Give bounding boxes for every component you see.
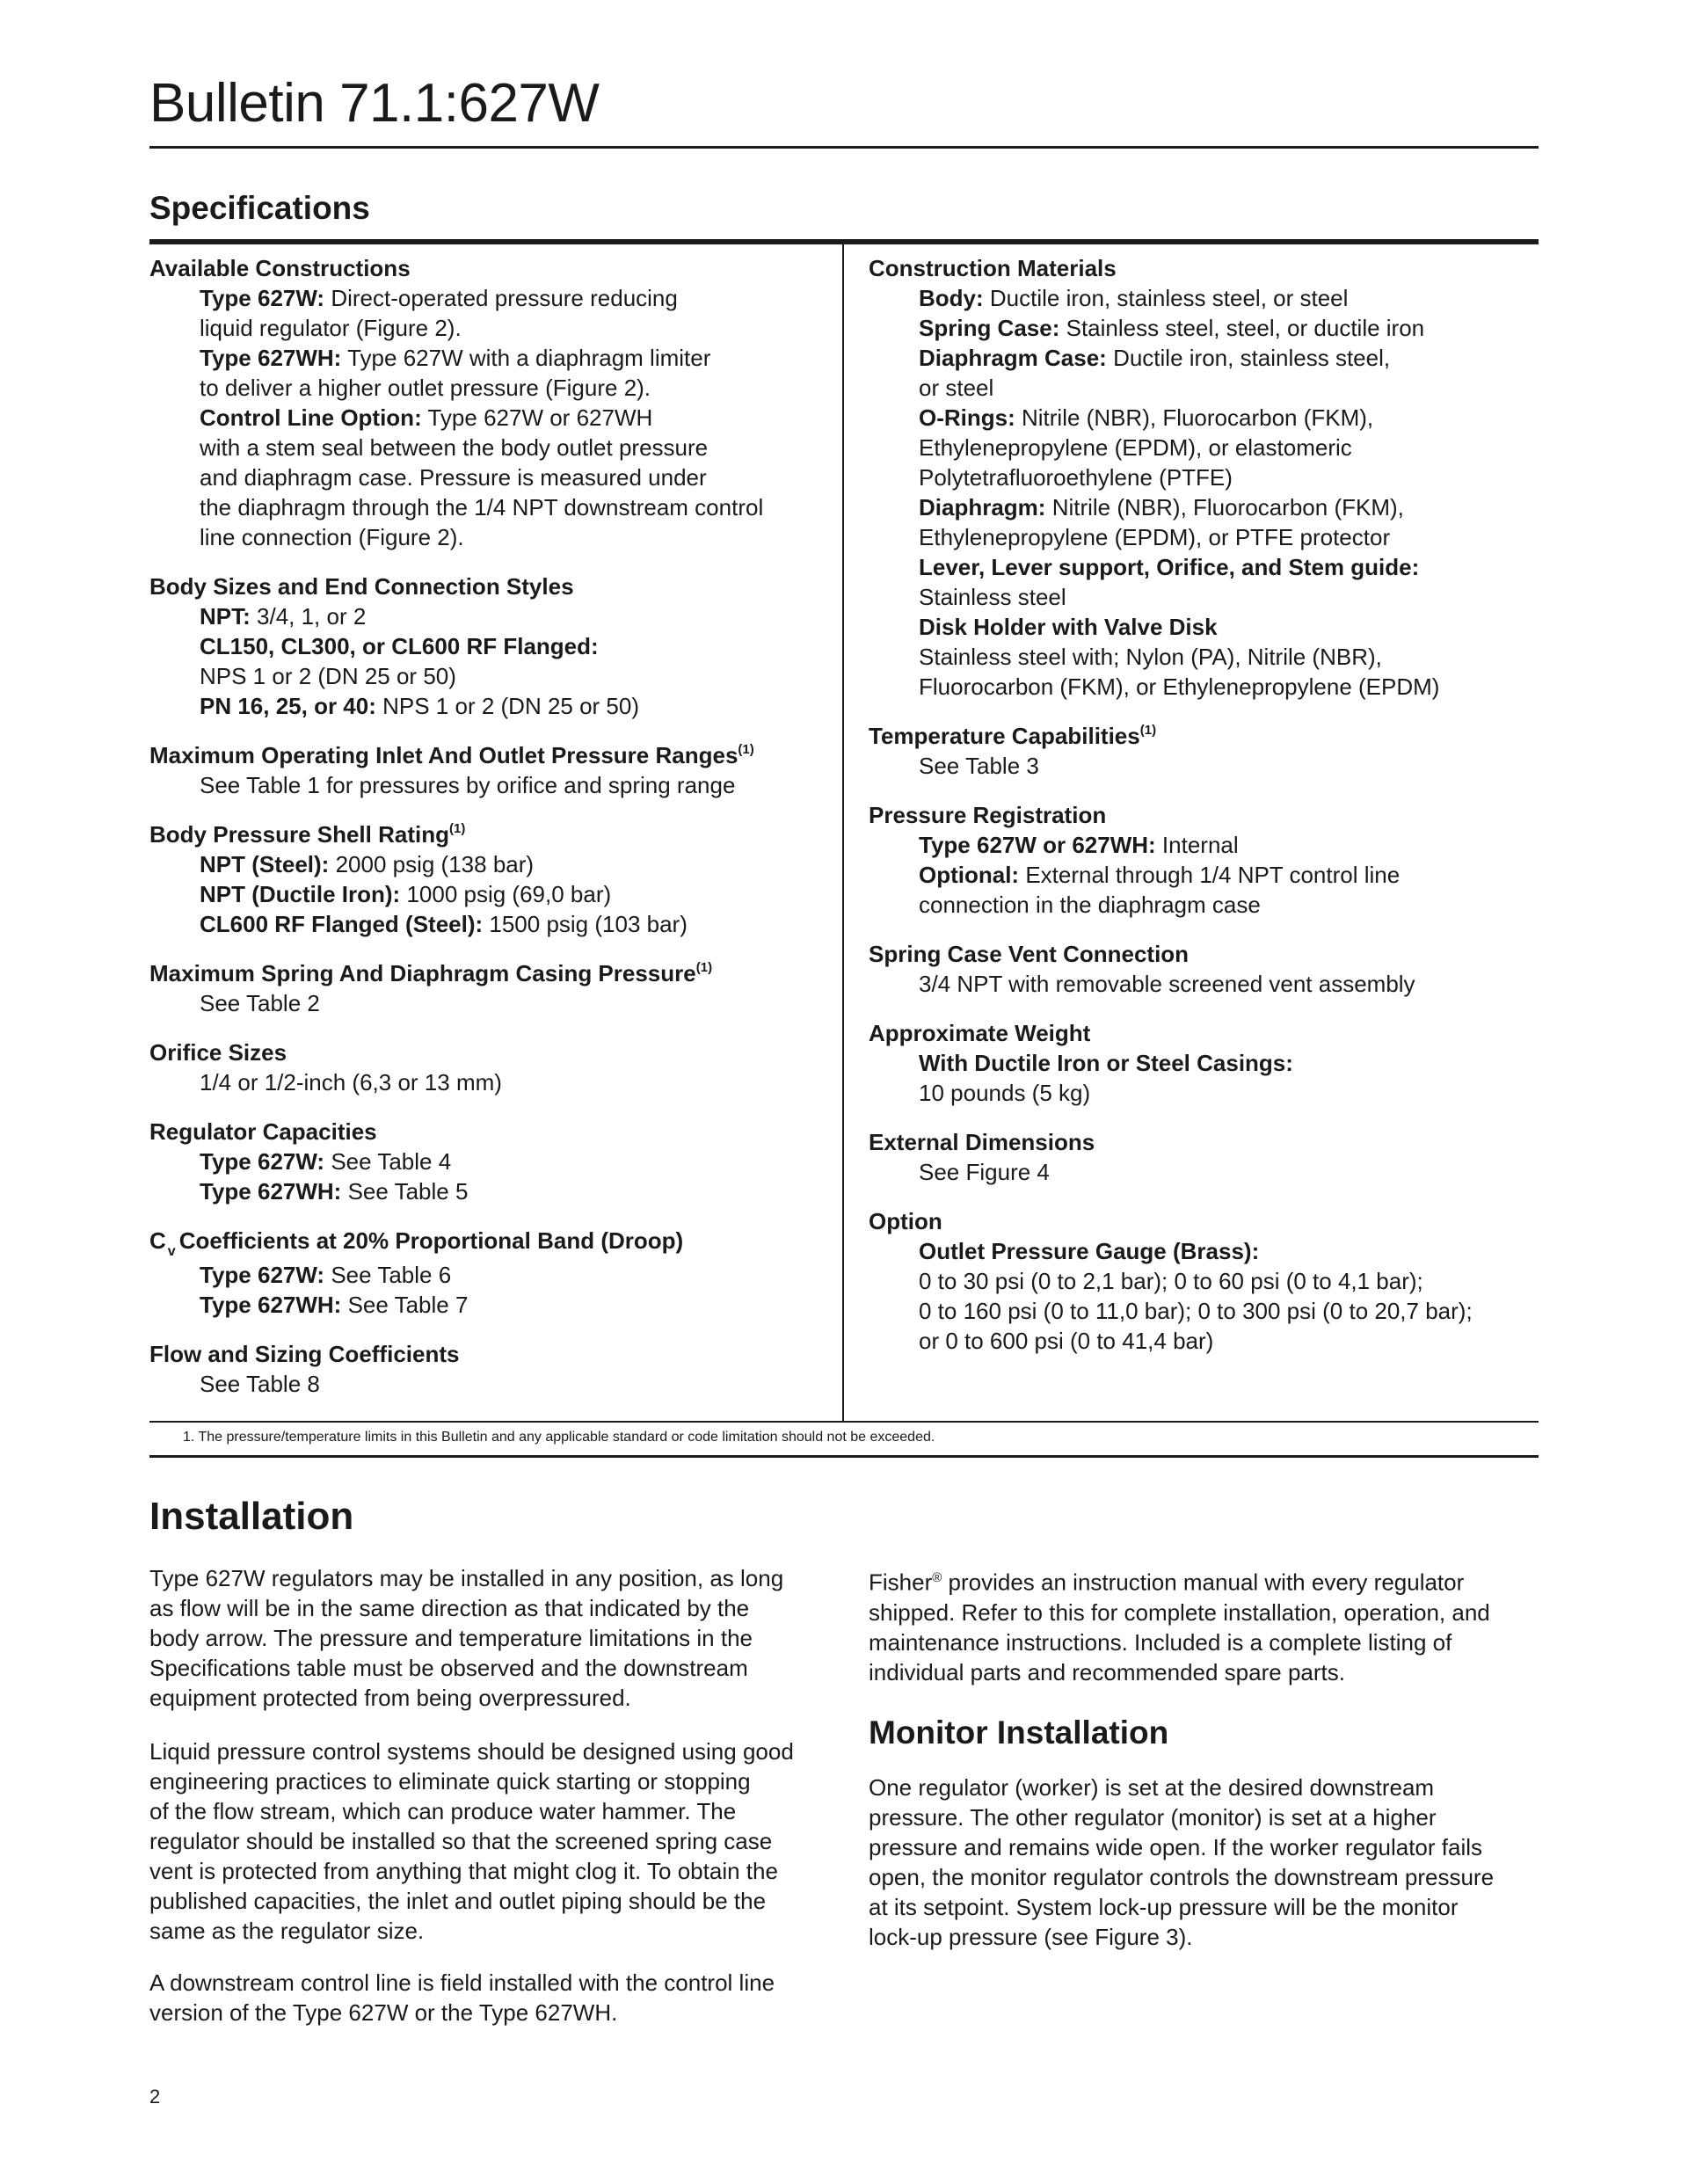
spec-section-title-text: Available Constructions <box>149 255 411 281</box>
footnote-rule-top <box>149 1421 1539 1423</box>
spec-line-label: Outlet Pressure Gauge (Brass): <box>919 1238 1260 1264</box>
spec-line-value: Nitrile (NBR), Fluorocarbon (FKM), <box>1045 494 1404 521</box>
spec-section-title-text: Approximate Weight <box>869 1020 1091 1046</box>
spec-section-title <box>869 1018 1537 1048</box>
spec-line-value: See Table 3 <box>919 753 1039 779</box>
spec-line-value: Ductile iron, stainless steel, <box>1106 345 1391 371</box>
spec-line <box>149 631 826 661</box>
spec-section <box>869 800 1537 920</box>
spec-line-value: connection in the diaphragm case <box>919 892 1261 918</box>
spec-line-value: or steel <box>919 375 994 401</box>
spec-line-label: O-Rings: <box>919 404 1015 431</box>
spec-line-value: or 0 to 600 psi (0 to 41,4 bar) <box>919 1328 1214 1354</box>
spec-line-label: Type 627W or 627WH: <box>919 832 1156 858</box>
spec-line-label: Lever, Lever support, Orifice, and Stem guide: <box>919 554 1420 580</box>
spec-line-value: See Table 1 for pressures by orifice and spring range <box>200 772 736 798</box>
bulletin-title: Bulletin 71.1:627W <box>149 73 600 134</box>
spec-line-value: 3/4, 1, or 2 <box>250 603 367 630</box>
paragraph-line: shipped. Refer to this for complete installation, operation, and <box>869 1598 1490 1626</box>
spec-line-value: 1000 psig (69,0 bar) <box>400 881 612 907</box>
spec-line-label: PN 16, 25, or 40: <box>200 693 376 719</box>
spec-line <box>869 552 1537 582</box>
paragraph-line: vent is protected from anything that might clog it. To obtain the <box>149 1858 778 1884</box>
brand-name: Fisher <box>869 1569 933 1596</box>
spec-line <box>869 969 1537 999</box>
paragraph-line: of the flow stream, which can produce water hammer. The <box>149 1798 737 1824</box>
spec-line-label: Type 627WH: <box>200 1178 342 1205</box>
paragraph-line: Liquid pressure control systems should be designed using good <box>149 1738 794 1765</box>
paragraph-line: maintenance instructions. Included is a complete listing of <box>869 1628 1452 1656</box>
paragraph-line: pressure and remains wide open. If the worker regulator fails <box>869 1834 1483 1860</box>
spec-line <box>149 879 826 909</box>
paragraph-line: individual parts and recommended spare parts. <box>869 1658 1345 1685</box>
spec-section-title <box>149 740 826 770</box>
spec-line-value: See Table 7 <box>341 1292 469 1318</box>
spec-section <box>149 1226 826 1320</box>
paragraph-line: equipment protected from being overpressured. <box>149 1685 631 1711</box>
spec-line <box>149 691 826 721</box>
spec-section <box>149 958 826 1018</box>
spec-section <box>869 1206 1537 1356</box>
paragraph-line: published capacities, the inlet and outlet piping should be the <box>149 1888 767 1914</box>
spec-line <box>869 313 1537 343</box>
spec-line <box>149 492 826 522</box>
spec-section <box>149 1037 826 1097</box>
spec-line-label: NPT (Ductile Iron): <box>200 881 401 907</box>
spec-line <box>149 849 826 879</box>
cv-subscript: v <box>167 1244 176 1259</box>
manual-paragraph-first-line-text: provides an instruction manual with every regulator <box>942 1569 1465 1596</box>
spec-section <box>869 253 1537 702</box>
monitor-installation-paragraph <box>869 1773 1494 1952</box>
spec-line-value: to deliver a higher outlet pressure (Figure 2). <box>200 375 651 401</box>
spec-line-label: NPT: <box>200 603 251 630</box>
spec-line-label: Optional: <box>919 862 1020 888</box>
paragraph-line: A downstream control line is field installed with the control line <box>149 1969 775 1996</box>
paragraph-line: engineering practices to eliminate quick starting or stopping <box>149 1768 751 1795</box>
spec-line-label: Type 627WH: <box>200 345 342 371</box>
spec-line <box>869 462 1537 492</box>
paragraph-line: at its setpoint. System lock-up pressure will be the monitor <box>869 1894 1459 1920</box>
spec-section-title-text: Regulator Capacities <box>149 1118 377 1145</box>
spec-line-value: See Table 8 <box>200 1371 320 1397</box>
paragraph-line: Type 627W regulators may be installed in any position, as long <box>149 1565 784 1591</box>
spec-line-value: External through 1/4 NPT control line <box>1019 862 1401 888</box>
spec-section-title <box>869 939 1537 969</box>
spec-line <box>869 642 1537 672</box>
spec-line-label: Body: <box>919 285 984 311</box>
spec-section-title <box>869 1206 1537 1236</box>
spec-line <box>869 890 1537 920</box>
spec-section-title-text: Body Pressure Shell Rating <box>149 821 449 848</box>
spec-line-value: Type 627W or 627WH <box>421 404 653 431</box>
spec-section-title <box>149 571 826 601</box>
spec-line-label: With Ductile Iron or Steel Casings: <box>919 1050 1293 1076</box>
spec-section-title <box>869 800 1537 830</box>
spec-section-title-text: Spring Case Vent Connection <box>869 941 1190 967</box>
spec-line-value: Fluorocarbon (FKM), or Ethylenepropylene (EPDM) <box>919 673 1440 700</box>
spec-line <box>869 343 1537 373</box>
footnote-rule-bottom <box>149 1455 1539 1458</box>
footnote-ref: (1) <box>1139 723 1157 738</box>
spec-line-value: Nitrile (NBR), Fluorocarbon (FKM), <box>1015 404 1374 431</box>
specifications-right-column <box>869 253 1537 1375</box>
spec-section-title-text: Pressure Registration <box>869 802 1107 828</box>
spec-line-value: See Table 6 <box>324 1262 452 1288</box>
paragraph-line: pressure. The other regulator (monitor) is set at a higher <box>869 1804 1437 1831</box>
spec-line <box>869 860 1537 890</box>
spec-line <box>869 373 1537 403</box>
specifications-heading: Specifications <box>149 190 370 226</box>
spec-section-title-text: Flow and Sizing Coefficients <box>149 1341 460 1367</box>
spec-line-label: Type 627W: <box>200 1262 325 1288</box>
spec-line-value: 0 to 160 psi (0 to 11,0 bar); 0 to 300 psi (0 to 20,7 bar); <box>919 1298 1473 1324</box>
spec-line <box>149 770 826 800</box>
spec-section-title-text: Body Sizes and End Connection Styles <box>149 573 574 600</box>
footnote-ref: (1) <box>738 742 754 757</box>
spec-line-label: Type 627W: <box>200 1148 325 1175</box>
spec-section <box>869 1018 1537 1108</box>
spec-line-value: Stainless steel with; Nylon (PA), Nitrile (NBR), <box>919 644 1382 670</box>
spec-line-label: Diaphragm: <box>919 494 1046 521</box>
spec-line <box>869 612 1537 642</box>
registered-mark: ® <box>932 1570 942 1585</box>
spec-line-value: Polytetrafluoroethylene (PTFE) <box>919 464 1233 491</box>
spec-line-label: CL600 RF Flanged (Steel): <box>200 911 484 937</box>
spec-line-value: liquid regulator (Figure 2). <box>200 315 462 341</box>
spec-line <box>149 373 826 403</box>
spec-line <box>149 661 826 691</box>
spec-line <box>869 1236 1537 1266</box>
spec-section-title-text: Maximum Spring And Diaphragm Casing Pressure <box>149 960 696 986</box>
spec-line-value: NPS 1 or 2 (DN 25 or 50) <box>375 693 640 719</box>
spec-line <box>149 1369 826 1399</box>
spec-line <box>149 1176 826 1206</box>
spec-section-title <box>149 253 826 283</box>
spec-section <box>149 1117 826 1206</box>
spec-line-value: Direct-operated pressure reducing <box>324 285 678 311</box>
spec-line-value: See Table 2 <box>200 990 320 1016</box>
spec-line-label: CL150, CL300, or CL600 RF Flanged: <box>200 633 599 659</box>
paragraph-line: One regulator (worker) is set at the desired downstream <box>869 1774 1435 1801</box>
spec-line-label: Diaphragm Case: <box>919 345 1107 371</box>
spec-line <box>869 1296 1537 1326</box>
spec-line <box>869 672 1537 702</box>
installation-paragraph-3 <box>149 1968 775 2027</box>
paragraph-line: as flow will be in the same direction as that indicated by the <box>149 1595 750 1621</box>
spec-line <box>869 492 1537 522</box>
spec-line-value: 2000 psig (138 bar) <box>329 851 535 877</box>
spec-line <box>149 988 826 1018</box>
spec-section-title <box>149 958 826 988</box>
footnote-ref: (1) <box>695 960 713 975</box>
spec-line-value: 10 pounds (5 kg) <box>919 1080 1091 1106</box>
spec-line-value: See Figure 4 <box>919 1159 1050 1185</box>
spec-section-title <box>149 1037 826 1067</box>
installation-paragraph-1 <box>149 1563 783 1713</box>
spec-line <box>149 1067 826 1097</box>
spec-section-title-text: External Dimensions <box>869 1129 1095 1155</box>
spec-line-value: See Table 4 <box>324 1148 452 1175</box>
spec-line-value: with a stem seal between the body outlet pressure <box>200 434 709 461</box>
paragraph-line: body arrow. The pressure and temperature limitations in the <box>149 1625 753 1651</box>
spec-section-title-text: Coefficients at 20% Proportional Band (Droop) <box>178 1227 684 1254</box>
spec-line <box>869 1078 1537 1108</box>
spec-line <box>869 582 1537 612</box>
spec-line <box>149 403 826 433</box>
spec-line-label: Type 627W: <box>200 285 325 311</box>
spec-line-value: Stainless steel, steel, or ductile iron <box>1059 315 1425 341</box>
spec-section <box>149 740 826 800</box>
spec-line <box>869 283 1537 313</box>
spec-section-title <box>149 1226 826 1260</box>
spec-section-title-text: Orifice Sizes <box>149 1039 287 1066</box>
spec-line-value: 1/4 or 1/2-inch (6,3 or 13 mm) <box>200 1069 502 1096</box>
spec-section-title-text: Construction Materials <box>869 255 1117 281</box>
spec-line-value: Ethylenepropylene (EPDM), or PTFE protector <box>919 524 1391 550</box>
spec-line <box>869 1048 1537 1078</box>
spec-line <box>869 751 1537 781</box>
spec-line <box>149 1260 826 1290</box>
spec-section-title <box>149 819 826 849</box>
paragraph-line: open, the monitor regulator controls the downstream pressure <box>869 1864 1495 1890</box>
spec-section <box>149 571 826 721</box>
paragraph-line: same as the regulator size. <box>149 1918 425 1944</box>
spec-line-label: Spring Case: <box>919 315 1060 341</box>
spec-line-value: NPS 1 or 2 (DN 25 or 50) <box>200 663 456 689</box>
installation-manual-paragraph <box>869 1563 1490 1687</box>
spec-line-value: 0 to 30 psi (0 to 2,1 bar); 0 to 60 psi (0 to 4,1 bar); <box>919 1268 1423 1294</box>
spec-line-value: Ductile iron, stainless steel, or steel <box>983 285 1349 311</box>
paragraph-line: lock-up pressure (see Figure 3). <box>869 1924 1193 1950</box>
spec-line <box>869 1157 1537 1187</box>
manual-paragraph-first-line <box>869 1563 1490 1598</box>
specifications-rule <box>149 239 1539 244</box>
spec-line-value: 1500 psig (103 bar) <box>483 911 688 937</box>
spec-line <box>149 313 826 343</box>
paragraph-line: version of the Type 627W or the Type 627WH. <box>149 1999 618 2026</box>
installation-heading: Installation <box>149 1495 354 1538</box>
spec-section-title <box>869 253 1537 283</box>
spec-line <box>869 1326 1537 1356</box>
spec-line-value: Stainless steel <box>919 584 1066 610</box>
spec-section-title <box>869 1127 1537 1157</box>
page-number: 2 <box>149 2086 161 2108</box>
paragraph-line: Specifications table must be observed and the downstream <box>149 1655 748 1681</box>
spec-section <box>149 1339 826 1399</box>
monitor-installation-heading: Monitor Installation <box>869 1714 1169 1751</box>
spec-line-value: See Table 5 <box>341 1178 469 1205</box>
spec-section <box>149 819 826 939</box>
spec-line-value: Internal <box>1155 832 1239 858</box>
spec-section-title <box>149 1117 826 1147</box>
installation-paragraph-2 <box>149 1736 794 1946</box>
footnote: 1. The pressure/temperature limits in this Bulletin and any applicable standard or code limitation should not be exceeded. <box>183 1430 935 1445</box>
spec-line-value: and diaphragm case. Pressure is measured under <box>200 464 707 491</box>
spec-line <box>869 433 1537 462</box>
spec-line-label: NPT (Steel): <box>200 851 330 877</box>
cv-letter: C <box>149 1227 166 1254</box>
spec-line <box>149 1290 826 1320</box>
specifications-left-column <box>149 253 826 1418</box>
spec-section <box>869 939 1537 999</box>
footnote-ref: (1) <box>448 821 466 836</box>
spec-line-label: Control Line Option: <box>200 404 422 431</box>
spec-section-title-text: Option <box>869 1208 942 1234</box>
spec-section-title <box>149 1339 826 1369</box>
spec-line-value: the diaphragm through the 1/4 NPT downstream control <box>200 494 764 521</box>
paragraph-line: regulator should be installed so that the screened spring case <box>149 1828 773 1854</box>
column-divider <box>842 244 844 1421</box>
spec-line <box>149 909 826 939</box>
spec-line <box>149 433 826 462</box>
spec-section-title-text: Temperature Capabilities <box>869 723 1140 749</box>
spec-line <box>149 601 826 631</box>
spec-line-value: Type 627W with a diaphragm limiter <box>341 345 711 371</box>
header-rule <box>149 146 1539 149</box>
spec-section <box>869 1127 1537 1187</box>
spec-section-title <box>869 721 1537 751</box>
spec-line <box>149 283 826 313</box>
spec-line <box>869 522 1537 552</box>
spec-line <box>869 1266 1537 1296</box>
spec-line <box>869 830 1537 860</box>
spec-section-title-text: Maximum Operating Inlet And Outlet Pressure Ranges <box>149 742 738 768</box>
spec-section <box>869 721 1537 781</box>
spec-line <box>869 403 1537 433</box>
spec-line-value: Ethylenepropylene (EPDM), or elastomeric <box>919 434 1352 461</box>
spec-line <box>149 462 826 492</box>
spec-line-value: line connection (Figure 2). <box>200 524 464 550</box>
spec-line <box>149 522 826 552</box>
spec-line-value: 3/4 NPT with removable screened vent assembly <box>919 971 1415 997</box>
spec-line-label: Disk Holder with Valve Disk <box>919 614 1218 640</box>
spec-section <box>149 253 826 552</box>
spec-line <box>149 1147 826 1176</box>
spec-line-label: Type 627WH: <box>200 1292 342 1318</box>
spec-line <box>149 343 826 373</box>
